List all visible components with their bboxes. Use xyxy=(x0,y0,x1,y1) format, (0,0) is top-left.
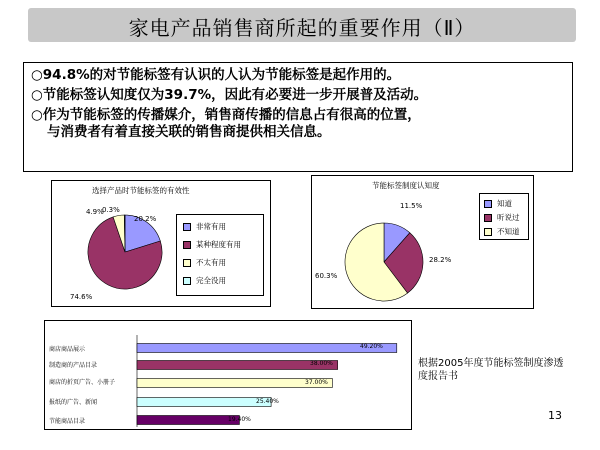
info-source-chart xyxy=(44,320,412,430)
legend-swatch xyxy=(484,228,492,236)
bullet-box xyxy=(23,62,573,172)
awareness-label-28-2: 28.2% xyxy=(429,256,452,264)
legend-item-useless: 完全没用 xyxy=(183,275,226,285)
legend-item-not-very-useful: 不太有用 xyxy=(183,257,226,267)
effectiveness-legend xyxy=(176,214,264,296)
bar-label-newspaper: 报纸的广告、新闻 xyxy=(49,399,98,406)
legend-item-heard-of: 听说过 xyxy=(484,212,520,222)
bullet-1: ○94.8%的对节能标签有认识的人认为节能标签是起作用的。 xyxy=(31,67,401,83)
effectiveness-label-20-2: 20.2% xyxy=(134,215,157,223)
bar-4 xyxy=(137,416,239,425)
source-note: 根据2005年度节能标签制度渗透度报告书 xyxy=(418,358,564,382)
bullet-3-continuation: 与消费者有着直接关联的销售商提供相关信息。 xyxy=(47,124,331,140)
awareness-label-60-3: 60.3% xyxy=(315,272,338,280)
effectiveness-chart xyxy=(51,180,271,307)
bar-label-energy-catalog: 节能商品目录 xyxy=(49,418,86,425)
bar-2 xyxy=(137,379,332,388)
bar-label-store-flyer: 商店的折页广告、小册子 xyxy=(49,379,116,386)
legend-item-somewhat-useful: 某种程度有用 xyxy=(183,239,241,249)
effectiveness-label-4-9: 4.9% xyxy=(86,208,104,216)
effectiveness-label-0-3: 0.3% xyxy=(102,206,120,214)
effectiveness-label-74-6: 74.6% xyxy=(70,293,93,301)
bullet-2: ○节能标签认知度仅为39.7%，因此有必要进一步开展普及活动。 xyxy=(31,87,428,103)
title-bar xyxy=(28,8,576,42)
legend-item-know: 知道 xyxy=(484,198,512,208)
awareness-chart-title: 节能标签制度认知度 xyxy=(372,181,440,190)
info-source-bars xyxy=(45,321,411,429)
awareness-label-11-5: 11.5% xyxy=(400,202,423,210)
awareness-legend xyxy=(479,193,529,240)
bar-1 xyxy=(137,361,338,370)
bar-label-store-display: 商店商品展示 xyxy=(49,346,86,353)
legend-swatch xyxy=(183,223,191,231)
legend-swatch xyxy=(484,200,492,208)
bar-value-energy-catalog: 19.40% xyxy=(228,416,251,423)
legend-swatch xyxy=(484,214,492,222)
bar-value-store-flyer: 37.00% xyxy=(305,379,328,386)
effectiveness-chart-title: 选择产品时节能标签的有效性 xyxy=(92,186,190,195)
page-number: 13 xyxy=(548,409,562,422)
bar-label-maker-catalog: 制造商的产品目录 xyxy=(49,362,98,369)
slide-title: 家电产品销售商所起的重要作用（Ⅱ） xyxy=(128,16,476,40)
bullet-3: ○作为节能标签的传播媒介，销售商传播的信息占有很高的位置， xyxy=(31,107,421,123)
bar-3 xyxy=(137,398,271,407)
legend-swatch xyxy=(183,259,191,267)
bar-value-maker-catalog: 38.00% xyxy=(310,360,333,367)
legend-item-dont-know: 不知道 xyxy=(484,226,520,236)
bar-value-newspaper: 25.40% xyxy=(256,398,279,405)
bar-0 xyxy=(137,344,397,353)
legend-item-very-useful: 非常有用 xyxy=(183,221,226,231)
legend-swatch xyxy=(183,241,191,249)
bar-value-store-display: 49.20% xyxy=(360,343,383,350)
awareness-chart xyxy=(311,175,534,309)
legend-swatch xyxy=(183,277,191,285)
